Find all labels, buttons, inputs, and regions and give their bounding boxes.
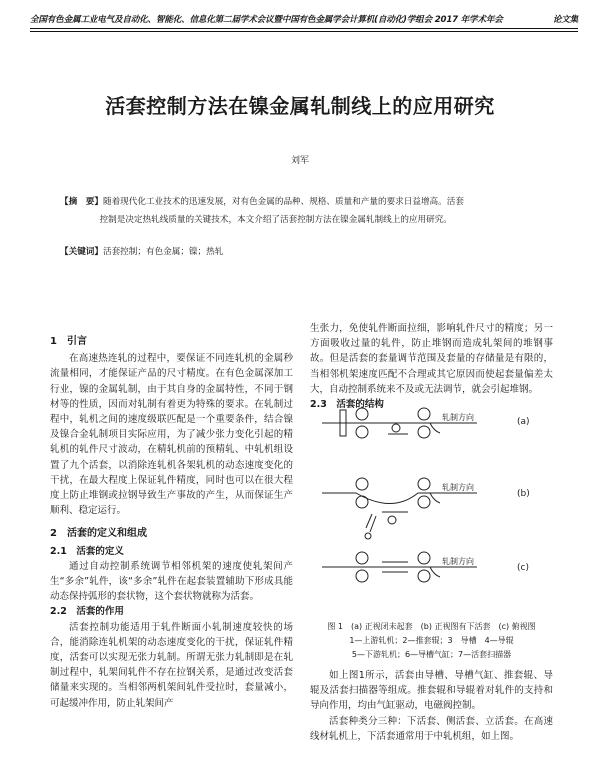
abstract-line-1: 随着现代化工业技术的迅速发展，对有色金属的品种、规格、质量和产量的要求日益增高。活套 (102, 197, 464, 207)
section-2-1-paragraph: 通过自动控制系统调节相邻机架的速度使轧架间产生“多余”轧件，该“多余”轧件在起套装置辅助下形成具能动态保持弧形的套状物，这个套状物就称为活套。 (50, 560, 293, 603)
paper-title: 活套控制方法在镍金属轧制线上的应用研究 (105, 94, 495, 118)
section-1-title: 1 引言 (50, 336, 87, 347)
left-column (50, 330, 293, 711)
section-2-2-paragraph: 活套控制功能适用于轧件断面小轧制速度较快的场合，能消除连轧机架的动态速度变化的干扰，保证轧件精度，活套可以实现无张力轧制。所谓无张力轧制即是在轧制过程中，轧架间轧件不存在拉钢关系，是通过改变活套储量来实现的。当相邻两机架间轧件受拉时，套量减小，可起缓冲作用，防止轧架间产 (50, 621, 293, 709)
figure-label-c: (c) (517, 563, 529, 573)
figure-caption-line-3: 5—下游轧机；6—导槽气缸；7—活套扫描器 (351, 650, 512, 659)
section-2-1-title: 2.1 活套的定义 (50, 545, 124, 557)
section-2-3-title: 2.3 活套的结构 (310, 399, 384, 411)
figure-direction-c: 轧制方向 (442, 557, 474, 566)
right-column (310, 321, 553, 412)
figure-label-b: (b) (517, 489, 530, 499)
keywords-text: 活套控制；有色金属；镍；热轧 (102, 247, 224, 257)
keywords-label: 【关键词】 (60, 247, 103, 257)
loop-structure-figure (312, 402, 552, 617)
header-rule-top (30, 28, 578, 29)
figure-caption-line-1: 图 1 (a) 正视闭未起套 (b) 正视图有下活套 (c) 俯视图 (327, 622, 536, 631)
continued-paragraph: 生张力，免使轧件断面拉细，影响轧件尺寸的精度；另一方面吸收过量的轧件，防止堆钢而造成轧架间的堆钢事故。但是活套的套量调节范围及套量的存储量是有限的，当相邻机架速度匹配不合理或其它原因而使起套量偏差太大，自动控制系统来不及或无法调节，就会引起堆钢。 (310, 323, 553, 395)
running-header (30, 13, 578, 25)
paragraph-figure-description: 如上图1所示，活套由导槽、导槽气缸、推套辊、导辊及活套扫描器等组成。推套辊和导辊着对轧件的支持和导向作用，均由气缸驱动，电磁阀控制。 (310, 670, 553, 712)
abstract-line-2: 控制是决定热轧线质量的关键技术，本文介绍了活套控制方法在镍金属轧制线上的应用研究。 (99, 215, 452, 225)
figure-direction-a: 轧制方向 (442, 413, 474, 422)
right-column-after-figure (310, 668, 553, 744)
section-1-paragraph: 在高速热连轧的过程中，要保证不同连轧机的金属秒流量相同，才能保证产品的尺寸精度。在有色金属深加工行业，镍的金属轧制，由于其自身的金属特性，不同于钢材等的性质，因而对轧制有着更为特殊的要求。在轧制过程中，轧机之间的速度级联匹配是一个重要条件，结合镍及镍合金轧制项目实际应用，为了减少张力变化引起的精轧机的轧件尺寸波动，在精轧机前的预精轧、中轧机组设置了九个活套，以消除连轧机各架轧机的动态速度变化的干扰，在最大程度上保证轧件精度，同时也可以在很大程度上防止堆钢或拉钢导致生产事故的产生，从而保证生产顺利、稳定运行。 (50, 353, 293, 517)
header-rule-bottom (30, 31, 578, 32)
abstract (60, 193, 548, 229)
figure-caption (310, 620, 553, 662)
header-conference: 全国有色金属工业电气及自动化、智能化、信息化第二届学术会议暨中国有色金属学会计算机(自动化)学组会 2017 年学术年会 (30, 15, 503, 25)
keywords (60, 243, 548, 261)
section-2-title: 2 活套的定义和组成 (50, 528, 147, 540)
paragraph-loop-types: 活套种类分三种：下活套、侧活套、立活套。在高速线材轧机上，下活套通常用于中轧机组，如上图。 (310, 715, 553, 742)
paper-author: 刘军 (290, 156, 309, 166)
figure-direction-b: 轧制方向 (442, 483, 474, 492)
section-2-2-title: 2.2 活套的作用 (50, 606, 124, 618)
figure-label-a: (a) (517, 417, 530, 427)
figure-caption-line-2: 1—上游轧机；2—推套辊；3 导槽 4—导辊 (349, 636, 514, 645)
header-section: 论文集 (552, 15, 578, 25)
abstract-label: 【摘 要】 (60, 197, 103, 207)
